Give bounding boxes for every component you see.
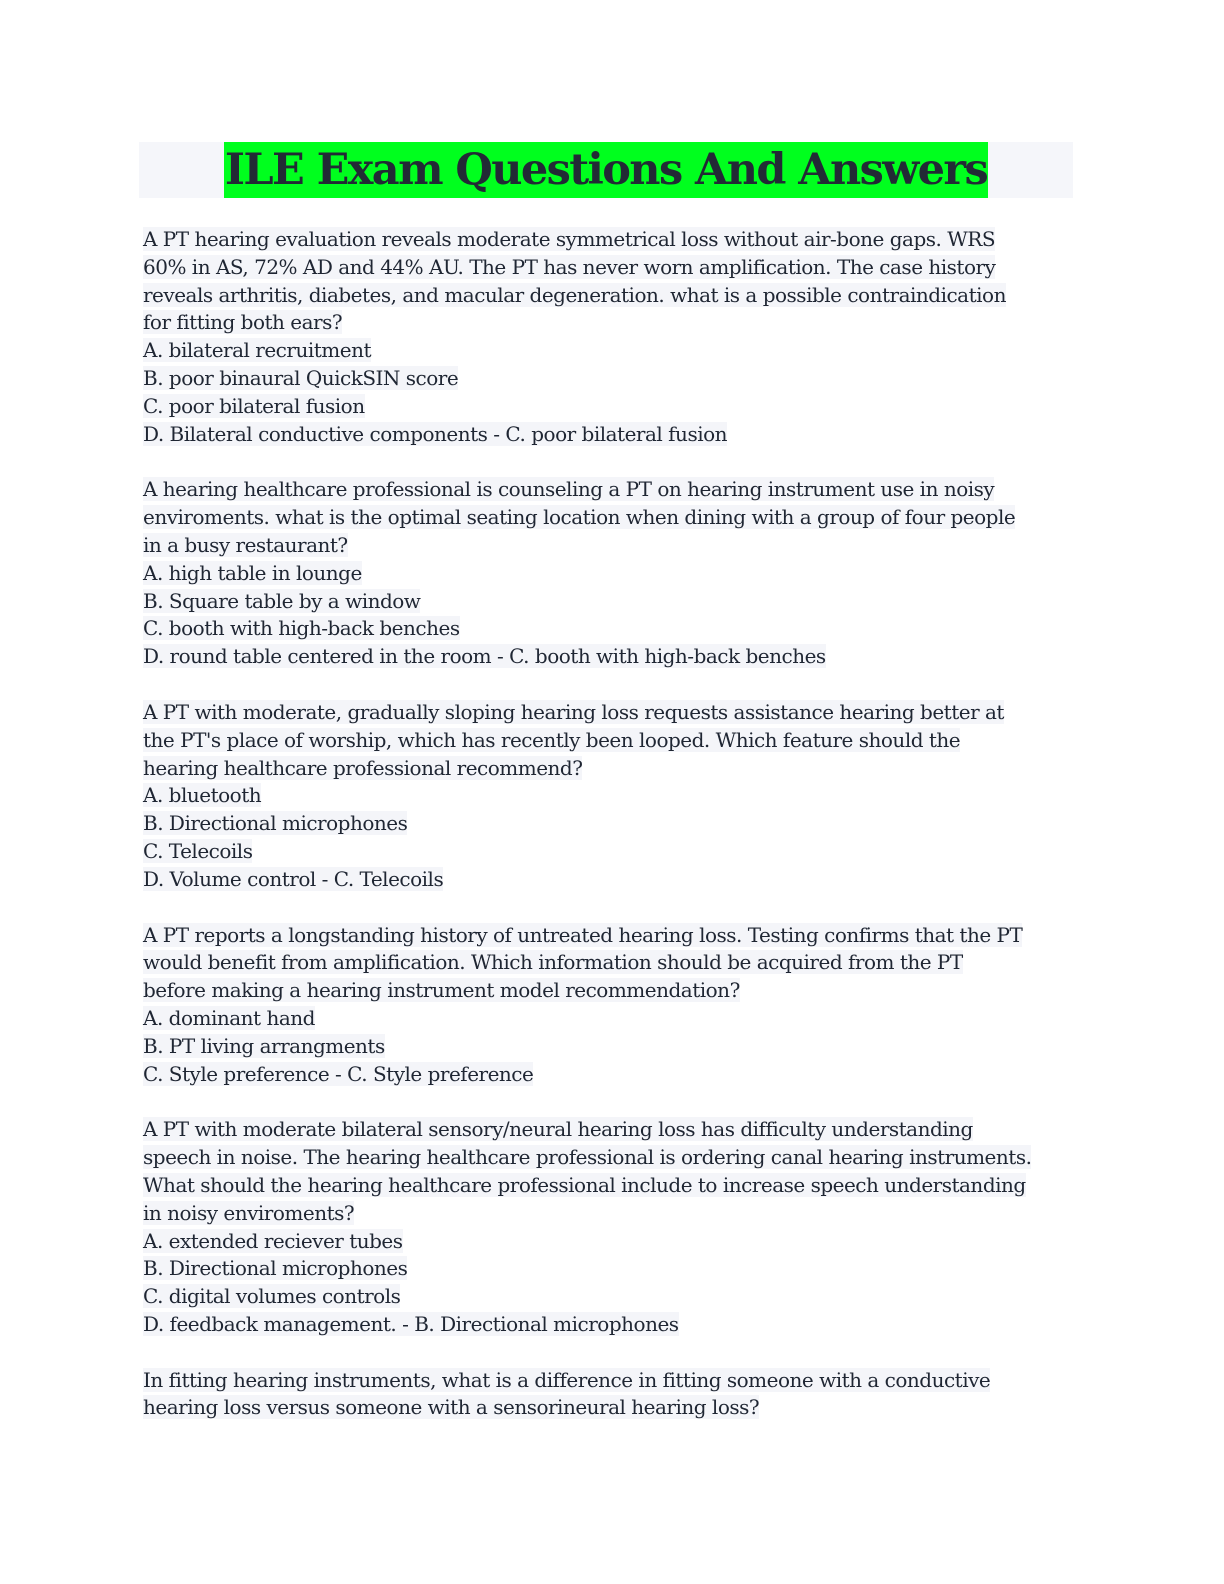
answer-option: C. poor bilateral fusion	[143, 393, 365, 418]
answer-option: A. bluetooth	[143, 783, 262, 808]
question-line: before making a hearing instrument model recommendation?	[143, 978, 740, 1003]
question-line: 60% in AS, 72% AD and 44% AU. The PT has never worn amplification. The case history	[143, 254, 996, 279]
page-title: ILE Exam Questions And Answers	[224, 142, 988, 198]
question-line: hearing healthcare professional recommend?	[143, 755, 583, 780]
question-line: What should the hearing healthcare professional include to increase speech understanding	[143, 1172, 1026, 1197]
title-band	[139, 142, 1073, 198]
answer-option: A. extended reciever tubes	[143, 1228, 403, 1253]
question-line: enviroments. what is the optimal seating location when dining with a group of four people	[143, 505, 1016, 530]
answer-option: B. Directional microphones	[143, 1256, 408, 1281]
answer-option: C. Telecoils	[143, 838, 253, 863]
question-block	[143, 226, 1083, 448]
question-block	[143, 1367, 1083, 1423]
question-line: reveals arthritis, diabetes, and macular degeneration. what is a possible contraindication	[143, 282, 1006, 307]
question-line: would benefit from amplification. Which information should be acquired from the PT	[143, 950, 963, 975]
answer-option: B. Directional microphones	[143, 811, 408, 836]
answer-option: B. poor binaural QuickSIN score	[143, 365, 459, 390]
question-line: for fitting both ears?	[143, 310, 343, 335]
question-block	[143, 922, 1083, 1089]
answer-option-with-answer: C. Style preference - C. Style preference	[143, 1061, 534, 1086]
question-line: In fitting hearing instruments, what is a difference in fitting someone with a conductive	[143, 1367, 991, 1392]
answer-option: C. booth with high-back benches	[143, 616, 460, 641]
answer-option-with-answer: D. Volume control - C. Telecoils	[143, 866, 444, 891]
question-line: A PT hearing evaluation reveals moderate symmetrical loss without air-bone gaps. WRS	[143, 227, 996, 251]
question-line: A PT with moderate bilateral sensory/neural hearing loss has difficulty understanding	[143, 1117, 973, 1142]
question-line: in noisy enviroments?	[143, 1200, 355, 1225]
question-line: hearing loss versus someone with a sensorineural hearing loss?	[143, 1395, 760, 1420]
question-line: A PT reports a longstanding history of untreated hearing loss. Testing confirms that the PT	[143, 922, 1023, 947]
question-line: A PT with moderate, gradually sloping hearing loss requests assistance hearing better at	[143, 699, 1004, 724]
question-block	[143, 699, 1083, 894]
question-line: A hearing healthcare professional is counseling a PT on hearing instrument use in noisy	[143, 477, 995, 502]
question-block	[143, 1116, 1083, 1338]
document-body	[143, 226, 1083, 1450]
answer-option: B. Square table by a window	[143, 588, 421, 613]
answer-option-with-answer: D. feedback management. - B. Directional microphones	[143, 1311, 679, 1336]
question-line: the PT's place of worship, which has recently been looped. Which feature should the	[143, 727, 961, 752]
question-line: in a busy restaurant?	[143, 532, 348, 557]
answer-option: A. high table in lounge	[143, 560, 362, 585]
answer-option: A. dominant hand	[143, 1005, 315, 1030]
answer-option: B. PT living arrangments	[143, 1033, 385, 1058]
answer-option: A. bilateral recruitment	[143, 338, 371, 363]
question-block	[143, 476, 1083, 671]
answer-option-with-answer: D. round table centered in the room - C. booth with high-back benches	[143, 644, 826, 669]
answer-option-with-answer: D. Bilateral conductive components - C. poor bilateral fusion	[143, 421, 728, 446]
answer-option: C. digital volumes controls	[143, 1284, 401, 1309]
question-line: speech in noise. The hearing healthcare professional is ordering canal hearing instruments.	[143, 1145, 1032, 1170]
